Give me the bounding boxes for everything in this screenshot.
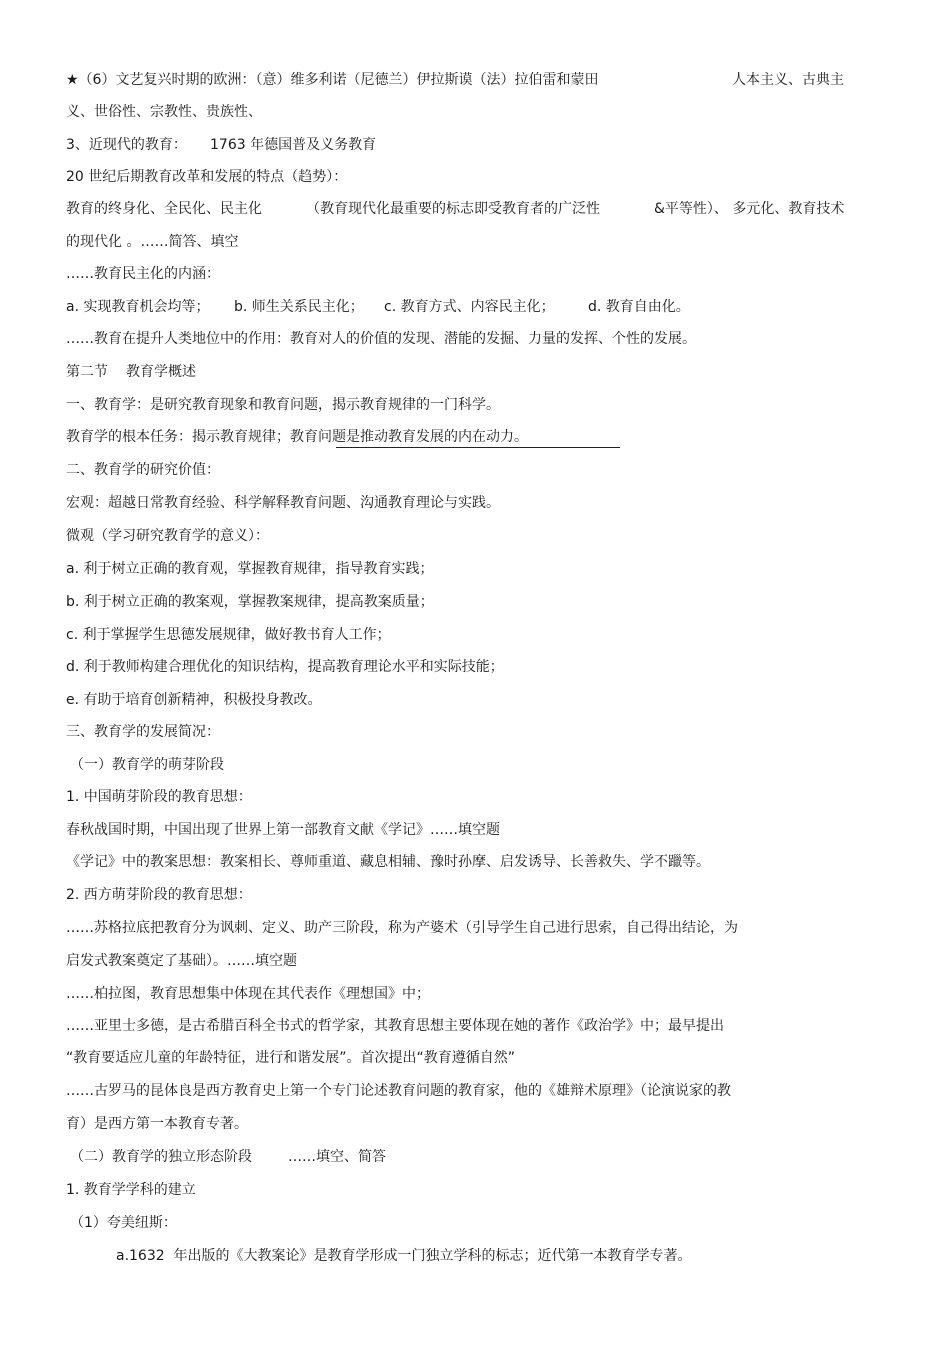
text-segment: 1. 中国萌芽阶段的教育思想： [66, 789, 252, 805]
text-segment: （一）教育学的萌芽阶段 [70, 757, 224, 773]
text-segment: a.1632 年出版的《大教案论》是教育学形成一门独立学科的标志；近代第一本教育学专著。 [116, 1248, 692, 1264]
text-segment: 微观（学习研究教育学的意义）： [66, 528, 269, 544]
text-segment: ……苏格拉底把教育分为讽刺、定义、助产三阶段，称为产婆术（引导学生自己进行思索，自己得出结论，为 [66, 920, 738, 936]
text-segment: 人本主义、古典主 [732, 72, 844, 88]
text-segment: ……教育民主化的内涵： [66, 266, 220, 282]
text-segment: ……教育在提升人类地位中的作用：教育对人的价值的发现、潜能的发掘、力量的发挥、个性的发展。 [66, 331, 696, 347]
text-segment: 二、教育学的研究价值： [66, 462, 220, 478]
text-segment: 三、教育学的发展简况： [66, 724, 220, 740]
text-segment: ……亚里士多德，是古希腊百科全书式的哲学家，其教育思想主要体现在她的著作《政治学》中；最早提出 [66, 1018, 724, 1034]
text-segment: （1）夸美纽斯： [70, 1215, 177, 1231]
text-segment: 教育学的根本任务：揭示教育规律；教育问题是推动教育发展的内在动力。 [66, 429, 528, 445]
text-segment: 一、教育学：是研究教育现象和教育问题，揭示教育规律的一门科学。 [66, 397, 500, 413]
text-segment: 教育的终身化、全民化、民主化 [66, 201, 262, 217]
text-segment: （二）教育学的独立形态阶段 [70, 1149, 252, 1165]
text-segment: ……古罗马的昆体良是西方教育史上第一个专门论述教育问题的教育家，他的《雄辩术原理》（论演说家的教 [66, 1083, 731, 1099]
text-segment: 20 世纪后期教育改革和发展的特点（趋势）： [66, 169, 348, 185]
text-segment: 春秋战国时期，中国出现了世界上第一部教育文献《学记》……填空题 [66, 822, 500, 838]
text-segment: 1763 年德国普及义务教育 [210, 137, 377, 153]
text-segment: 宏观：超越日常教育经验、科学解释教育问题、沟通教育理论与实践。 [66, 495, 500, 511]
text-segment: 的现代化 。……简答、填空 [66, 234, 239, 250]
text-segment: ★（6）文艺复兴时期的欧洲：（意）维多利诺（尼德兰）伊拉斯谟（法）拉伯雷和蒙田 [66, 72, 599, 88]
text-segment: 第二节 [66, 364, 108, 380]
text-segment: &平等性）、 多元化、教育技术 [654, 201, 845, 217]
text-segment: a. 利于树立正确的教育观，掌握教育规律，指导教育实践； [66, 561, 434, 577]
text-segment: b. 利于树立正确的教案观，掌握教案规律，提高教案质量； [66, 594, 434, 610]
text-segment: a. 实现教育机会均等； [66, 299, 210, 315]
text-segment: 《学记》中的教案思想：教案相长、尊师重道、藏息相辅、豫时孙摩、启发诱导、长善救失、学不躐等。 [66, 854, 710, 870]
text-segment: 育）是西方第一本教育专著。 [66, 1116, 248, 1132]
text-segment: 教育学概述 [126, 364, 196, 380]
text-segment: “教育要适应儿童的年龄特征，进行和谐发展”。首次提出“教育遵循自然” [66, 1050, 516, 1066]
text-segment: d. 教育自由化。 [588, 299, 690, 315]
text-segment: ……填空、简答 [288, 1149, 386, 1165]
text-segment: （教育现代化最重要的标志即受教育者的广泛性 [306, 201, 600, 217]
text-segment: 2. 西方萌芽阶段的教育思想： [66, 887, 252, 903]
text-line [66, 1246, 692, 1306]
text-segment: 1. 教育学学科的建立 [66, 1182, 196, 1198]
text-segment: 启发式教案奠定了基础）。……填空题 [66, 953, 297, 969]
text-segment: c. 利于掌握学生思德发展规律，做好教书育人工作； [66, 627, 391, 643]
text-segment: b. 师生关系民主化； [234, 299, 364, 315]
text-segment: e. 有助于培育创新精神，积极投身教改。 [66, 692, 322, 708]
underline-rule [336, 447, 620, 448]
text-segment: 3、近现代的教育： [66, 137, 187, 153]
text-segment: ……柏拉图，教育思想集中体现在其代表作《理想国》中； [66, 986, 430, 1002]
text-segment: 义、世俗性、宗教性、贵族性、 [66, 104, 262, 120]
text-segment: d. 利于教师构建合理优化的知识结构，提高教育理论水平和实际技能； [66, 659, 504, 675]
text-segment: c. 教育方式、内容民主化； [384, 299, 555, 315]
